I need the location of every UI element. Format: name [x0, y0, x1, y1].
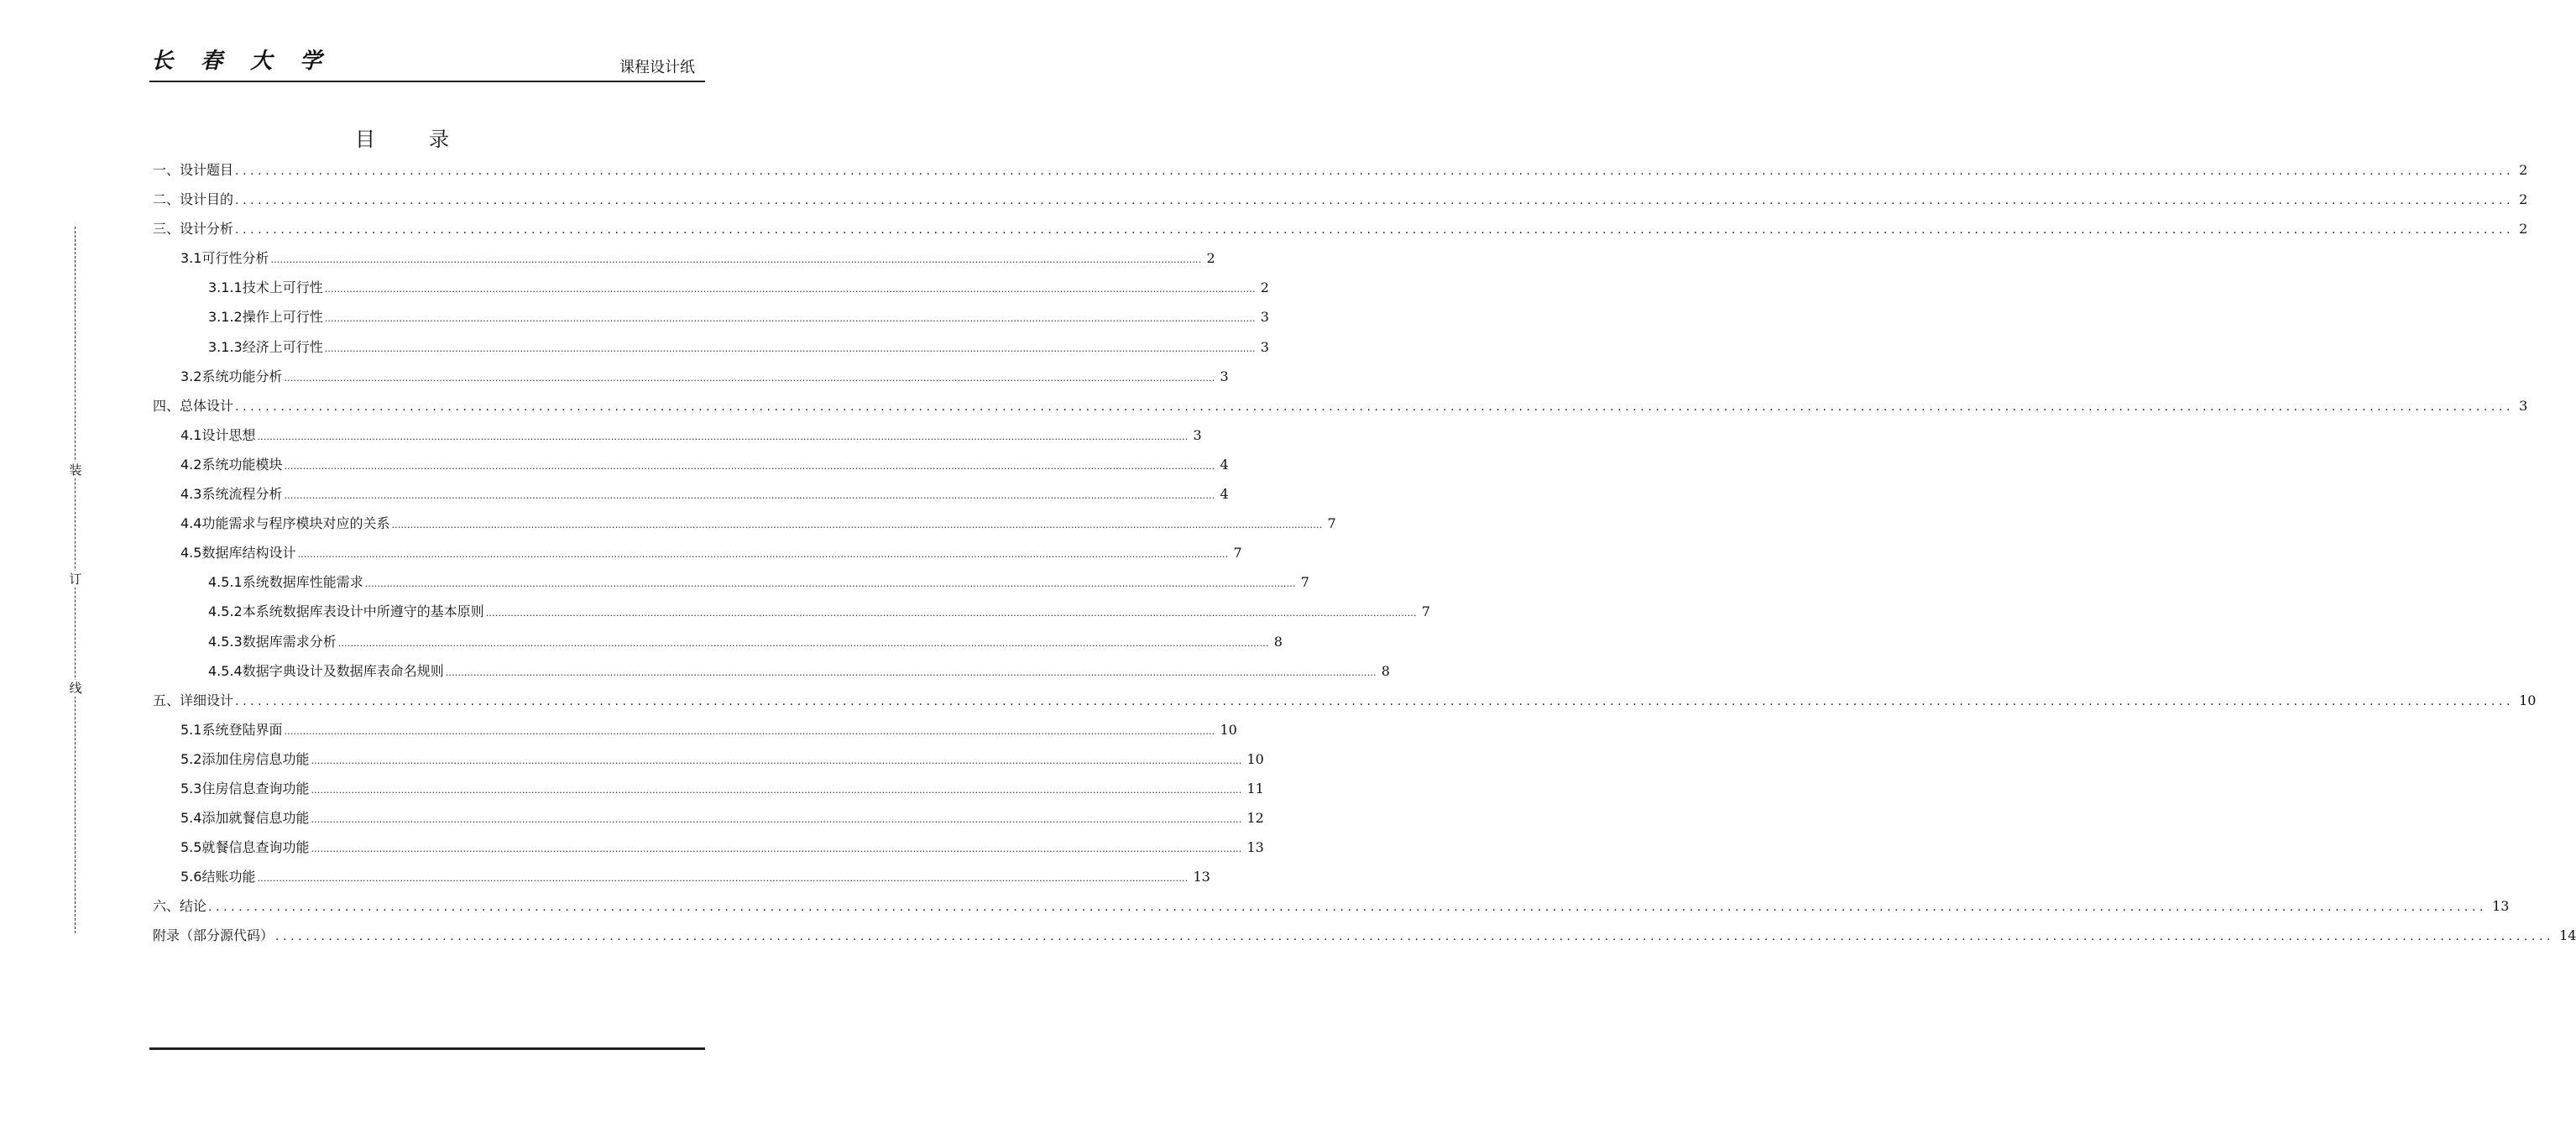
toc-page-number: 11 — [1246, 780, 1264, 796]
toc-page-number: 2 — [1206, 250, 1215, 267]
toc-entry[interactable] — [153, 661, 1390, 690]
toc-dot-leader: ............................................................................................................................................................................................................................................................................................................ — [311, 814, 1242, 826]
toc-page-number: 3 — [1193, 426, 1202, 443]
toc-entry[interactable] — [153, 719, 1237, 749]
toc-page-number: 4 — [1220, 456, 1229, 473]
toc-entry[interactable] — [153, 189, 2528, 218]
toc-entry-label: 5.2添加住房信息功能 — [180, 750, 310, 767]
toc-entry-label: 附录（部分源代码） — [153, 927, 274, 944]
toc-entry-label: 4.5.2本系统数据库表设计中所遵守的基本原则 — [208, 603, 484, 620]
toc-page-number: 2 — [1260, 279, 1269, 296]
toc-entry-label: 4.3系统流程分析 — [180, 486, 283, 503]
toc-dot-leader: ............................................................................................................................................................................................................................................................................................................ — [324, 284, 1256, 295]
binding-char-xian: 线 — [67, 680, 84, 697]
toc-page-number: 2 — [2519, 191, 2528, 208]
toc-entry-label: 4.5.3数据库需求分析 — [208, 633, 337, 650]
toc-dot-leader: ............................................................................................................................................................................................................................................................................................................ — [284, 490, 1215, 502]
toc-page-number: 13 — [1193, 869, 1210, 885]
document-type-label: 课程设计纸 — [619, 59, 695, 76]
toc-dot-leader: ............................................................................................................................................................................................................................................................................................................ — [235, 694, 2515, 708]
toc-dot-leader: ............................................................................................................................................................................................................................................................................................................ — [235, 400, 2515, 414]
toc-page-number: 3 — [2519, 397, 2528, 414]
toc-entry[interactable] — [153, 749, 1264, 778]
toc-dot-leader: ............................................................................................................................................................................................................................................................................................................ — [257, 431, 1189, 442]
toc-page-number: 2 — [2519, 162, 2528, 178]
toc-entry[interactable] — [153, 866, 1210, 896]
toc-entry[interactable] — [153, 690, 2537, 719]
binding-line — [67, 227, 84, 933]
toc-entry[interactable] — [153, 925, 2576, 954]
toc-page-number: 7 — [1421, 603, 1430, 620]
toc-dot-leader: ............................................................................................................................................................................................................................................................................................................ — [235, 223, 2515, 238]
toc-entry-label: 3.1.2操作上可行性 — [208, 309, 323, 326]
toc-entry[interactable] — [153, 837, 1264, 866]
toc-entry-label: 5.1系统登陆界面 — [180, 721, 283, 738]
toc-entry[interactable] — [153, 306, 1269, 336]
toc-dot-leader: ............................................................................................................................................................................................................................................................................................................ — [284, 372, 1215, 384]
binding-char-zhuang: 装 — [67, 462, 84, 478]
toc-entry[interactable] — [153, 483, 1229, 513]
toc-entry[interactable] — [153, 277, 1269, 306]
header-divider — [149, 81, 705, 82]
toc-entry[interactable] — [153, 542, 1242, 572]
toc-entry[interactable] — [153, 572, 1309, 601]
toc-page-number: 7 — [1327, 515, 1336, 532]
toc-entry[interactable] — [153, 395, 2528, 425]
toc-entry[interactable] — [153, 807, 1264, 837]
toc-entry[interactable] — [153, 896, 2510, 925]
toc-dot-leader: ............................................................................................................................................................................................................................................................................................................ — [311, 784, 1242, 796]
table-of-contents — [153, 159, 2576, 955]
footer-divider — [149, 1047, 705, 1050]
toc-title: 目录 — [355, 128, 503, 151]
toc-entry-label: 4.1设计思想 — [180, 426, 256, 443]
toc-dot-leader: ............................................................................................................................................................................................................................................................................................................ — [257, 873, 1189, 885]
toc-entry-label: 4.5.1系统数据库性能需求 — [208, 574, 363, 591]
toc-entry[interactable] — [153, 337, 1269, 366]
toc-page-number: 3 — [1220, 368, 1229, 384]
toc-entry[interactable] — [153, 218, 2528, 248]
toc-page-number: 13 — [2492, 898, 2510, 915]
toc-page-number: 2 — [2519, 221, 2528, 238]
toc-entry-label: 三、设计分析 — [153, 221, 234, 238]
toc-page-number: 8 — [1381, 662, 1390, 679]
toc-dot-leader: ............................................................................................................................................................................................................................................................................................................ — [297, 549, 1229, 561]
toc-dot-leader: ............................................................................................................................................................................................................................................................................................................ — [364, 578, 1296, 590]
toc-dot-leader: ............................................................................................................................................................................................................................................................................................................ — [324, 342, 1256, 354]
toc-page-number: 7 — [1300, 574, 1309, 591]
toc-page-number: 13 — [1246, 839, 1264, 856]
toc-page-number: 10 — [1246, 750, 1264, 767]
toc-dot-leader: ............................................................................................................................................................................................................................................................................................................ — [284, 725, 1215, 737]
toc-dot-leader: ............................................................................................................................................................................................................................................................................................................ — [311, 843, 1242, 855]
toc-entry-label: 五、详细设计 — [153, 692, 234, 708]
toc-dot-leader: ............................................................................................................................................................................................................................................................................................................ — [235, 194, 2515, 208]
toc-dot-leader: ............................................................................................................................................................................................................................................................................................................ — [275, 930, 2555, 944]
toc-entry-label: 3.2系统功能分析 — [180, 368, 283, 384]
toc-entry-label: 四、总体设计 — [153, 397, 234, 414]
toc-dot-leader: ............................................................................................................................................................................................................................................................................................................ — [485, 608, 1417, 619]
toc-dot-leader: ............................................................................................................................................................................................................................................................................................................ — [311, 755, 1242, 766]
toc-entry[interactable] — [153, 366, 1229, 395]
toc-entry[interactable] — [153, 454, 1229, 483]
toc-page-number: 3 — [1260, 338, 1269, 355]
toc-entry-label: 3.1.3经济上可行性 — [208, 338, 323, 355]
toc-entry-label: 4.5数据库结构设计 — [180, 545, 296, 561]
toc-dot-leader: ............................................................................................................................................................................................................................................................................................................ — [391, 520, 1323, 531]
toc-entry-label: 5.5就餐信息查询功能 — [180, 839, 310, 856]
toc-dot-leader: ............................................................................................................................................................................................................................................................................................................ — [324, 313, 1256, 325]
toc-entry-label: 5.3住房信息查询功能 — [180, 780, 310, 796]
toc-entry-label: 4.4功能需求与程序模块对应的关系 — [180, 515, 390, 532]
toc-entry-label: 六、结论 — [153, 898, 207, 915]
toc-entry-label: 二、设计目的 — [153, 191, 234, 208]
toc-dot-leader: ............................................................................................................................................................................................................................................................................................................ — [270, 254, 1202, 266]
toc-page-number: 10 — [2519, 692, 2537, 708]
university-logo: 长 春 大 学 — [151, 49, 332, 74]
toc-page-number: 3 — [1260, 309, 1269, 326]
toc-entry[interactable] — [153, 513, 1336, 542]
toc-page-number: 4 — [1220, 486, 1229, 503]
toc-entry[interactable] — [153, 778, 1264, 807]
toc-dot-leader: ............................................................................................................................................................................................................................................................................................................ — [284, 460, 1215, 472]
toc-entry[interactable] — [153, 159, 2528, 189]
toc-entry-label: 5.4添加就餐信息功能 — [180, 810, 310, 827]
binding-char-ding: 订 — [67, 571, 84, 588]
toc-entry[interactable] — [153, 631, 1283, 661]
toc-dot-leader: ............................................................................................................................................................................................................................................................................................................ — [445, 666, 1377, 678]
toc-entry-label: 一、设计题目 — [153, 162, 234, 178]
toc-entry[interactable] — [153, 248, 1215, 277]
toc-entry-label: 4.2系统功能模块 — [180, 456, 283, 473]
toc-entry[interactable] — [153, 601, 1430, 630]
toc-entry-label: 3.1可行性分析 — [180, 250, 269, 267]
toc-dot-leader: ............................................................................................................................................................................................................................................................................................................ — [337, 637, 1269, 649]
toc-page-number: 14 — [2559, 927, 2576, 944]
toc-entry-label: 3.1.1技术上可行性 — [208, 279, 323, 296]
toc-dot-leader: ............................................................................................................................................................................................................................................................................................................ — [208, 901, 2488, 915]
toc-dot-leader: ............................................................................................................................................................................................................................................................................................................ — [235, 164, 2515, 178]
toc-entry[interactable] — [153, 425, 1202, 454]
toc-page-number: 7 — [1233, 545, 1242, 561]
toc-entry-label: 5.6结账功能 — [180, 869, 256, 885]
toc-entry-label: 4.5.4数据字典设计及数据库表命名规则 — [208, 662, 444, 679]
toc-page-number: 8 — [1273, 633, 1283, 650]
toc-page-number: 12 — [1246, 810, 1264, 827]
toc-page-number: 10 — [1220, 721, 1237, 738]
